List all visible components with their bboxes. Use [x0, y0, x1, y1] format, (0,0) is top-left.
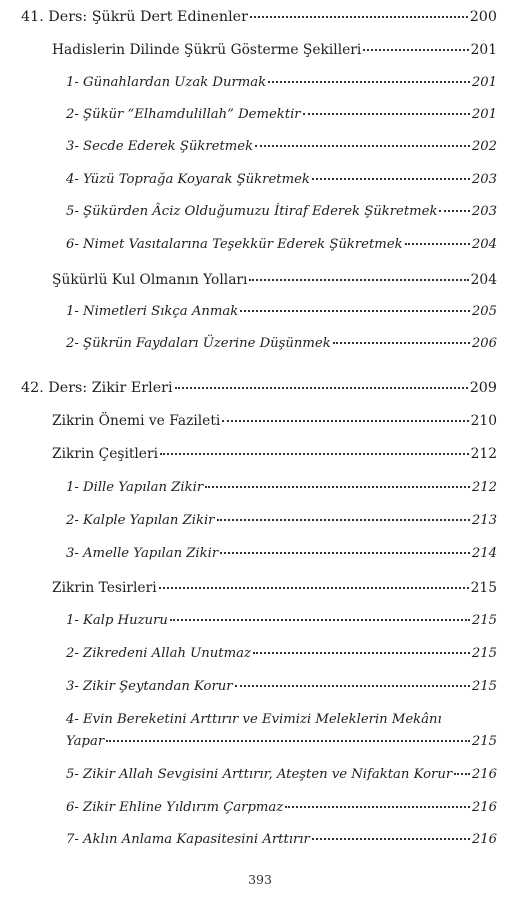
toc-dot-leader: [439, 210, 469, 212]
toc-entry-level-1[interactable]: [21, 380, 497, 396]
toc-entry-page: 201: [471, 107, 497, 122]
toc-dot-leader: [333, 342, 470, 344]
toc-entry-title: 42. Ders: Zikir Erleri: [21, 380, 173, 396]
toc-dot-leader: [253, 652, 470, 654]
toc-dot-leader: [205, 486, 470, 488]
toc-dot-leader: [312, 838, 470, 840]
toc-entry-page: 216: [471, 767, 497, 782]
toc-entry-page: 215: [471, 734, 497, 749]
toc-entry-page: 215: [471, 679, 497, 694]
toc-entry-title: 1- Nimetleri Sıkça Anmak: [66, 304, 239, 319]
toc-dot-leader: [285, 806, 470, 808]
toc-dot-leader: [160, 453, 469, 455]
toc-dot-leader: [235, 685, 470, 687]
toc-entry-title: Zikrin Tesirleri: [52, 580, 157, 596]
toc-entry-page: 200: [469, 9, 497, 25]
toc-dot-leader: [106, 740, 470, 742]
toc-entry-title: Hadislerin Dilinde Şükrü Gösterme Şekilleri: [52, 42, 362, 58]
toc-entry-title: 1- Günahlardan Uzak Durmak: [66, 75, 267, 90]
toc-dot-leader: [255, 145, 470, 147]
toc-entry-page: 203: [471, 172, 497, 187]
toc-entry-level-3[interactable]: [66, 204, 497, 219]
toc-entry-title-continued: Yapar: [66, 734, 105, 749]
toc-entry-page: 201: [470, 42, 497, 58]
toc-entry-page: 202: [471, 139, 497, 154]
toc-entry-level-3[interactable]: [66, 646, 497, 661]
toc-dot-leader: [240, 310, 470, 312]
toc-entry-level-3[interactable]: [66, 75, 497, 90]
toc-entry-title: 3- Amelle Yapılan Zikir: [66, 546, 219, 561]
toc-entry-title: 41. Ders: Şükrü Dert Edinenler: [21, 9, 248, 25]
toc-entry-level-3[interactable]: [66, 480, 497, 495]
toc-entry-level-3[interactable]: [66, 679, 497, 694]
toc-dot-leader: [363, 49, 468, 51]
toc-entry-title: 2- Zikredeni Allah Unutmaz: [66, 646, 251, 661]
toc-entry-page: 212: [470, 446, 497, 462]
toc-dot-leader: [170, 619, 470, 621]
toc-dot-leader: [249, 279, 468, 281]
toc-entry-page: 214: [471, 546, 497, 561]
toc-entry-level-3[interactable]: [66, 712, 497, 749]
toc-entry-level-3[interactable]: [66, 336, 497, 351]
toc-entry-title: 6- Zikir Ehline Yıldırım Çarpmaz: [66, 800, 284, 815]
toc-entry-page: 205: [471, 304, 497, 319]
toc-dot-leader: [312, 178, 470, 180]
toc-entry-page: 204: [471, 237, 497, 252]
toc-entry-title: 4- Evin Bereketini Arttırır ve Evimizi Meleklerin Mekânı: [66, 712, 442, 727]
toc-entry-title: 3- Secde Ederek Şükretmek: [66, 139, 254, 154]
toc-dot-leader: [175, 387, 468, 389]
toc-entry-level-3[interactable]: [66, 237, 497, 252]
toc-entry-page: 203: [471, 204, 497, 219]
toc-entry-level-3[interactable]: [66, 613, 497, 628]
toc-entry-page: 206: [471, 336, 497, 351]
toc-dot-leader: [222, 420, 468, 422]
toc-entry-page: 209: [469, 380, 497, 396]
toc-entry-level-3[interactable]: [66, 832, 497, 847]
toc-entry-title: Zikrin Çeşitleri: [52, 446, 158, 462]
toc-entry-title: 6- Nimet Vasıtalarına Teşekkür Ederek Şükretmek: [66, 237, 403, 252]
toc-entry-page: 213: [471, 513, 497, 528]
toc-dot-leader: [220, 552, 470, 554]
toc-entry-title: 5- Şükürden Âciz Olduğumuzu İtiraf Ederek Şükretmek: [66, 204, 438, 219]
toc-dot-leader: [268, 81, 470, 83]
toc-entry-level-3[interactable]: [66, 767, 497, 782]
toc-entry-page: 212: [471, 480, 497, 495]
toc-entry-level-1[interactable]: [21, 9, 497, 25]
toc-entry-level-3[interactable]: [66, 513, 497, 528]
toc-dot-leader: [303, 113, 470, 115]
toc-entry-page: 215: [471, 613, 497, 628]
toc-entry-level-3[interactable]: [66, 800, 497, 815]
toc-entry-continuation-line: [66, 734, 497, 749]
toc-entry-level-3[interactable]: [66, 546, 497, 561]
toc-dot-leader: [454, 773, 470, 775]
toc-entry-level-3[interactable]: [66, 107, 497, 122]
toc-entry-page: 216: [471, 832, 497, 847]
page-number: 393: [248, 872, 272, 887]
toc-entry-title: 5- Zikir Allah Sevgisini Arttırır, Ateşten ve Nifaktan Korur: [66, 767, 453, 782]
toc-entry-title: Zikrin Önemi ve Fazileti: [52, 413, 221, 429]
toc-entry-page: 204: [470, 272, 497, 288]
toc-entry-level-2[interactable]: [52, 413, 497, 429]
toc-dot-leader: [250, 16, 468, 18]
toc-entry-level-2[interactable]: [52, 42, 497, 58]
toc-entry-level-2[interactable]: [52, 580, 497, 596]
toc-entry-level-3[interactable]: [66, 304, 497, 319]
toc-entry-title: 2- Şükrün Faydaları Üzerine Düşünmek: [66, 336, 331, 351]
toc-dot-leader: [405, 243, 470, 245]
toc-entry-title: 2- Şükür “Elhamdulillah” Demektir: [66, 107, 301, 122]
toc-entry-page: 210: [470, 413, 497, 429]
toc-dot-leader: [159, 587, 469, 589]
toc-entry-level-2[interactable]: [52, 446, 497, 462]
toc-entry-page: 216: [471, 800, 497, 815]
toc-entry-page: 215: [471, 646, 497, 661]
toc-entry-title: 1- Kalp Huzuru: [66, 613, 168, 628]
toc-dot-leader: [217, 519, 470, 521]
toc-entry-title: 7- Aklın Anlama Kapasitesini Arttırır: [66, 832, 310, 847]
toc-entry-page: 215: [470, 580, 497, 596]
toc-entry-page: 201: [471, 75, 497, 90]
toc-entry-title: 3- Zikir Şeytandan Korur: [66, 679, 233, 694]
toc-entry-title: Şükürlü Kul Olmanın Yolları: [52, 272, 248, 288]
toc-entry-title: 1- Dille Yapılan Zikir: [66, 480, 204, 495]
toc-entry-title: 4- Yüzü Toprağa Koyarak Şükretmek: [66, 172, 310, 187]
toc-entry-level-3[interactable]: [66, 139, 497, 154]
toc-entry-level-2[interactable]: [52, 272, 497, 288]
toc-entry-title: 2- Kalple Yapılan Zikir: [66, 513, 215, 528]
toc-entry-level-3[interactable]: [66, 172, 497, 187]
